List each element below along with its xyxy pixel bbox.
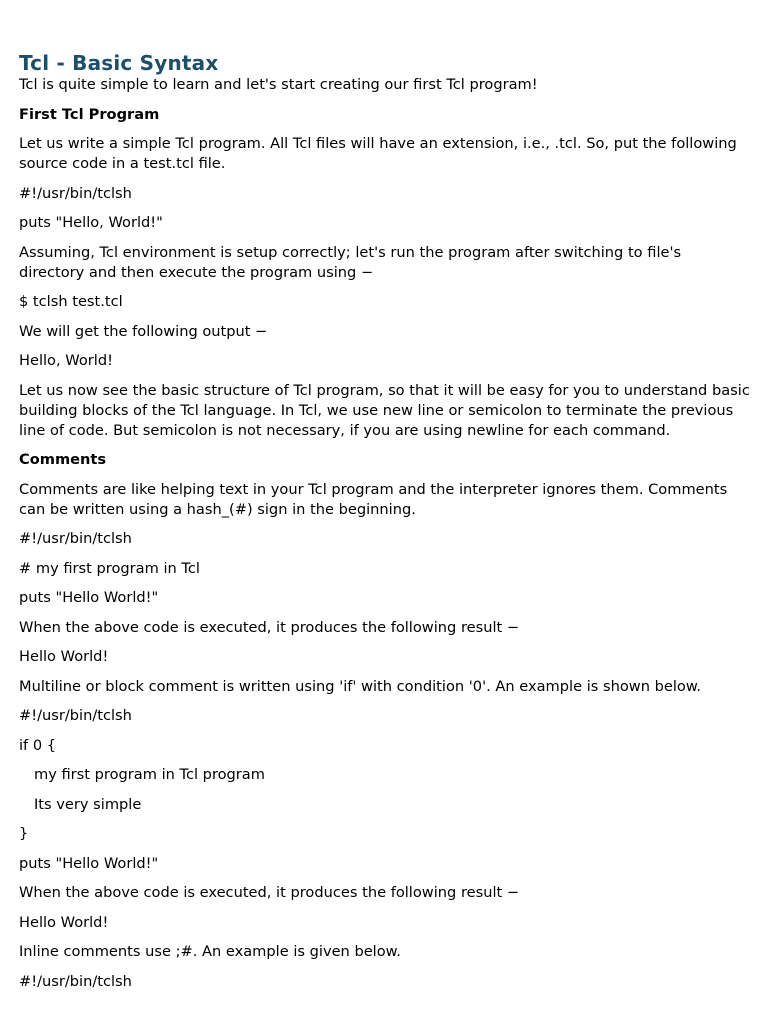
paragraph: Let us write a simple Tcl program. All Tcl files will have an extension, i.e., .tcl. So, put the following source code in a test.tcl file. <box>19 135 737 172</box>
output-line: Hello World! <box>19 648 109 665</box>
page-title: Tcl - Basic Syntax <box>19 51 219 75</box>
code-line: if 0 { <box>19 736 57 754</box>
paragraph: Inline comments use ;#. An example is given below. <box>19 943 401 960</box>
code-line: #!/usr/bin/tclsh <box>19 707 132 724</box>
section-heading-comments: Comments <box>19 451 107 468</box>
code-line: Its very simple <box>34 795 142 813</box>
output-line: Hello World! <box>19 913 109 931</box>
paragraph: Assuming, Tcl environment is setup correctly; let's run the program after switching to file's directory and then execute the program using − <box>19 243 682 281</box>
code-line: # my first program in Tcl <box>19 559 200 577</box>
code-line: #!/usr/bin/tclsh <box>19 184 132 202</box>
code-line: my first program in Tcl program <box>34 766 265 783</box>
code-line: #!/usr/bin/tclsh <box>19 530 132 547</box>
code-line: puts "Hello, World!" <box>19 214 163 231</box>
paragraph: Let us now see the basic structure of Tcl program, so that it will be easy for you to understand basic building blocks of the Tcl language. In Tcl, we use new line or semicolon to terminate the previous line of code. But semicolon is not necessary, if you are using newline for each command. <box>19 381 750 439</box>
paragraph: When the above code is executed, it produces the following result − <box>19 884 520 901</box>
intro-paragraph: Tcl is quite simple to learn and let's start creating our first Tcl program! <box>19 76 538 93</box>
code-line: puts "Hello World!" <box>19 854 159 872</box>
paragraph: When the above code is executed, it produces the following result − <box>19 618 520 636</box>
code-line: puts "Hello World!" <box>19 589 159 606</box>
code-line: #!/usr/bin/tclsh <box>19 972 132 990</box>
paragraph: We will get the following output − <box>19 322 268 340</box>
paragraph: Multiline or block comment is written using 'if' with condition '0'. An example is shown below. <box>19 677 702 695</box>
paragraph: Comments are like helping text in your Tcl program and the interpreter ignores them. Comments can be written using a hash_(#) sign in the beginning. <box>19 480 728 518</box>
code-line: } <box>19 825 29 842</box>
command-line: $ tclsh test.tcl <box>19 293 123 310</box>
section-heading-first-program: First Tcl Program <box>19 105 160 123</box>
output-line: Hello, World! <box>19 352 113 369</box>
